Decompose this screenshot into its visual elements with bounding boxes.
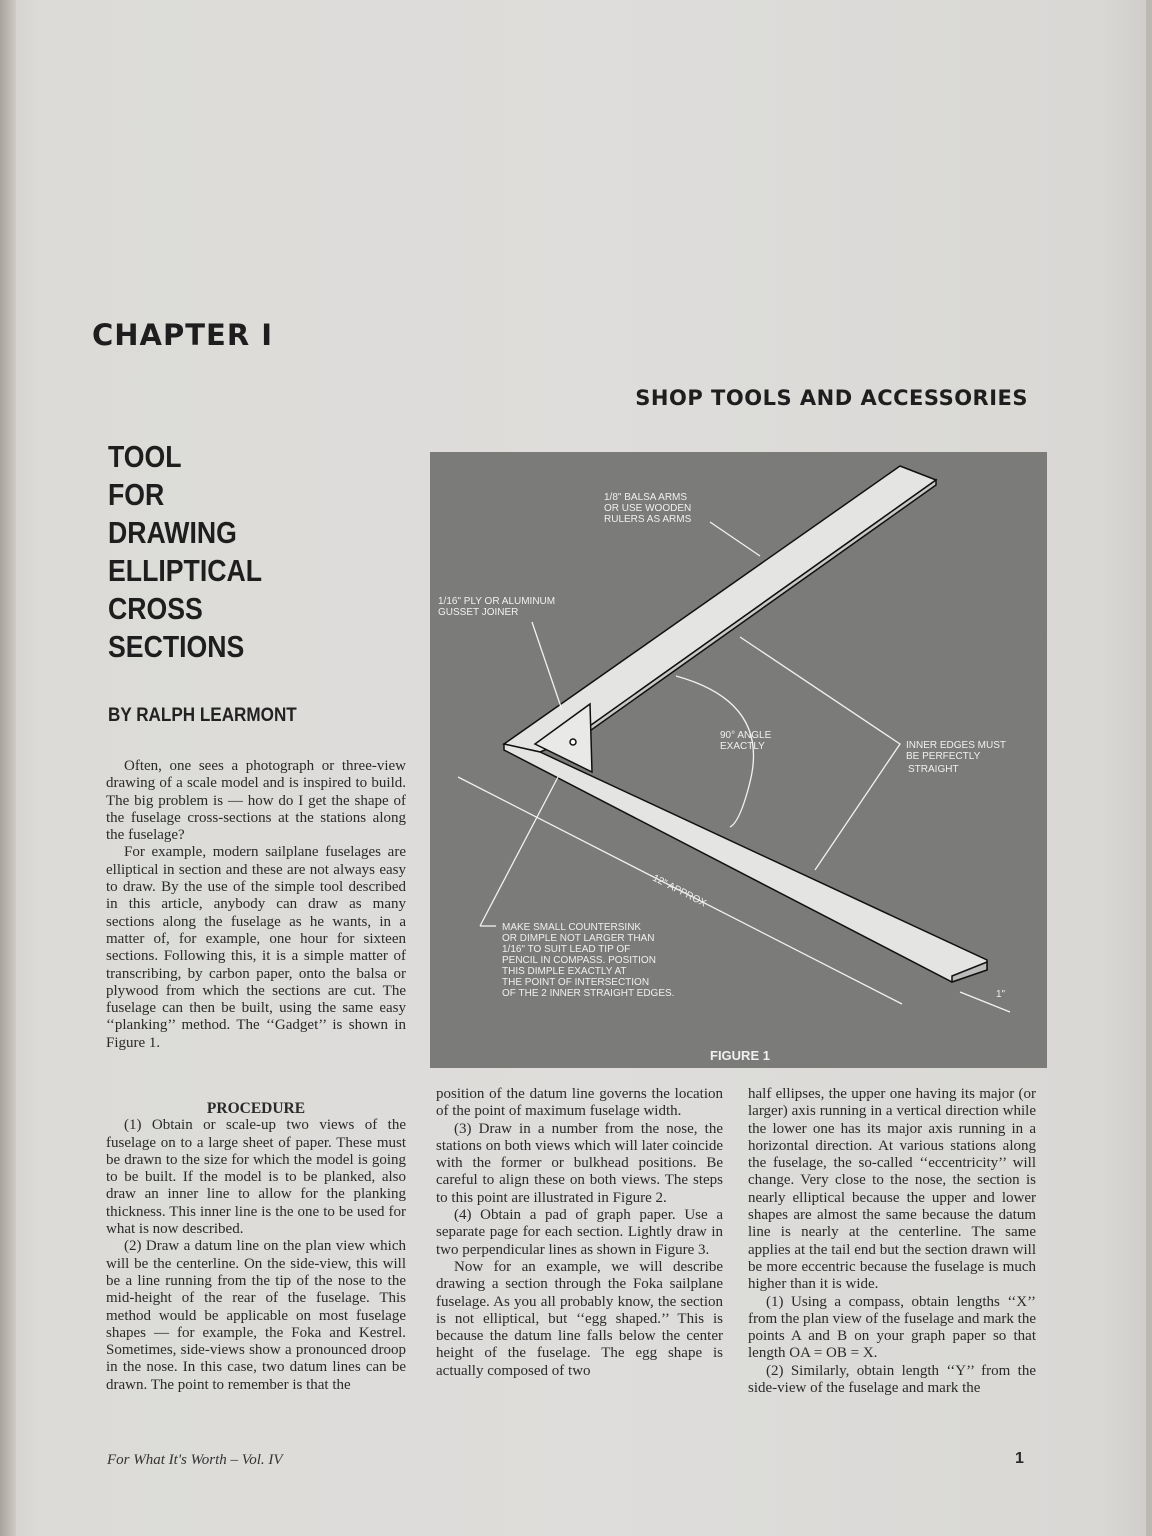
procedure-heading: PROCEDURE [206, 1100, 306, 1117]
label-dimple: OF THE 2 INNER STRAIGHT EDGES. [502, 988, 675, 999]
paragraph: (2) Similarly, obtain length ‘‘Y’’ from the side-view of the fuselage and mark the [748, 1362, 1036, 1397]
label-edges: STRAIGHT [908, 764, 959, 775]
paragraph: half ellipses, the upper one having its major (or larger) axis running in a vertical direction while the lower one has its major axis running in a horizontal direction. At various stations along the fuselage, the so-called ‘‘eccentricity’’ will change. Very close to the nose, the section is nearly elliptical because the upper and lower shapes are almost the same because the datum line is nearly at the centerline. The same applies at the tail end but the section drawn will be more eccentric because the fuselage is much higher than it is wide. [748, 1086, 1036, 1293]
column-3 [748, 1086, 1036, 1397]
title-line: TOOL [108, 439, 182, 474]
dimple-leader [480, 777, 558, 926]
label-gusset: GUSSET JOINER [438, 607, 519, 618]
page-curl-left [0, 0, 16, 1536]
paragraph: position of the datum line governs the location of the point of maximum fuselage width. [436, 1086, 723, 1120]
upper-arm [504, 466, 936, 752]
title-line: SECTIONS [108, 629, 245, 664]
arms-leader [710, 522, 760, 556]
label-dimple: THIS DIMPLE EXACTLY AT [502, 966, 627, 977]
figure-1 [430, 452, 1047, 1068]
edges-bracket [740, 637, 900, 870]
article-title [108, 438, 262, 666]
paragraph: (3) Draw in a number from the nose, the stations on both views which will later coincide with the former or bulkhead positions. Be careful to align these on both views. The steps to this point are illustrated in Figure 2. [436, 1120, 723, 1206]
label-dimple: OR DIMPLE NOT LARGER THAN [502, 933, 655, 944]
label-width: 1" [996, 989, 1006, 1000]
title-line: DRAWING [108, 515, 237, 550]
label-dimple: THE POINT OF INTERSECTION [502, 977, 650, 988]
label-angle: 90° ANGLE [720, 730, 772, 741]
page-number: 1 [1015, 1450, 1024, 1467]
title-line: ELLIPTICAL [108, 553, 263, 588]
label-angle: EXACTLY [720, 741, 765, 752]
paragraph: Often, one sees a photograph or three-view drawing of a scale model and is inspired to build. The big problem is — how do I get the shape of the fuselage cross-sections at the stations along the fuselage? [106, 758, 406, 844]
figure-caption: FIGURE 1 [710, 1048, 770, 1063]
title-line: CROSS [108, 591, 203, 626]
label-length: 12" APPROX [650, 872, 708, 910]
paragraph: For example, modern sailplane fuselages are elliptical in section and these are not always easy to draw. By the use of the simple tool described in this article, anybody can draw as many sections along the fuselage as he wants, in a matter of, for example, one hour for sixteen sections. Following this, it is a simple matter of transcribing, by carbon paper, onto the balsa or plywood from which the sections are cut. The fuselage can then be built, using the same easy ‘‘planking’’ method. The ‘‘Gadget’’ is shown in Figure 1. [106, 844, 406, 1051]
byline: BY RALPH LEARMONT [108, 705, 297, 726]
paragraph: (2) Draw a datum line on the plan view which will be the centerline. On the side-view, this will be a line running from the tip of the nose to the mid-height of the rear of the fuselage. This method would be applicable on most fuselage shapes — for example, the Foka and Kestrel. Sometimes, side-views show a pronounced droop in the nose. In this case, two datum lines can be drawn. The point to remember is that the [106, 1238, 406, 1393]
gusset-leader [532, 622, 562, 710]
procedure-column [106, 1100, 406, 1394]
label-arms: 1/8" BALSA ARMS [604, 492, 688, 503]
label-edges: INNER EDGES MUST [906, 740, 1007, 751]
label-dimple: PENCIL IN COMPASS. POSITION [502, 955, 656, 966]
tool-diagram [430, 452, 1047, 1068]
page-edge-right [1146, 0, 1152, 1536]
title-line: FOR [108, 477, 165, 512]
label-gusset: 1/16" PLY OR ALUMINUM [438, 596, 556, 607]
paragraph: (4) Obtain a pad of graph paper. Use a separate page for each section. Lightly draw in two perpendicular lines as shown in Figure 3. [436, 1207, 723, 1258]
chapter-heading: CHAPTER I [92, 318, 274, 352]
column-2 [436, 1086, 723, 1380]
paragraph: (1) Obtain or scale-up two views of the fuselage on to a large sheet of paper. These must be drawn to the size for which the model is going to be built. If the model is to be planked, also draw an inner line to allow for the planking thickness. This inner line is the one to be used for what is now described. [106, 1117, 406, 1238]
intro-column [106, 758, 406, 1052]
figure-labels [438, 492, 1006, 1063]
section-heading: SHOP TOOLS AND ACCESSORIES [635, 386, 1028, 410]
label-arms: RULERS AS ARMS [604, 514, 692, 525]
paragraph: (1) Using a compass, obtain lengths ‘‘X’’ from the plan view of the fuselage and mark the points A and B on your graph paper so that length OA = OB = X. [748, 1293, 1036, 1362]
paragraph: Now for an example, we will describe drawing a section through the Foka sailplane fuselage. As you all probably know, the section is not elliptical, but ‘‘egg shaped.’’ This is because the datum line falls below the center height of the fuselage. The egg shape is actually composed of two [436, 1258, 723, 1379]
running-footer: For What It's Worth – Vol. IV [107, 1452, 283, 1468]
dimple-marker [570, 739, 576, 745]
label-dimple: MAKE SMALL COUNTERSINK [502, 922, 642, 933]
label-dimple: 1/16" TO SUIT LEAD TIP OF [502, 944, 631, 955]
label-edges: BE PERFECTLY [906, 751, 981, 762]
label-arms: OR USE WOODEN [604, 503, 692, 514]
